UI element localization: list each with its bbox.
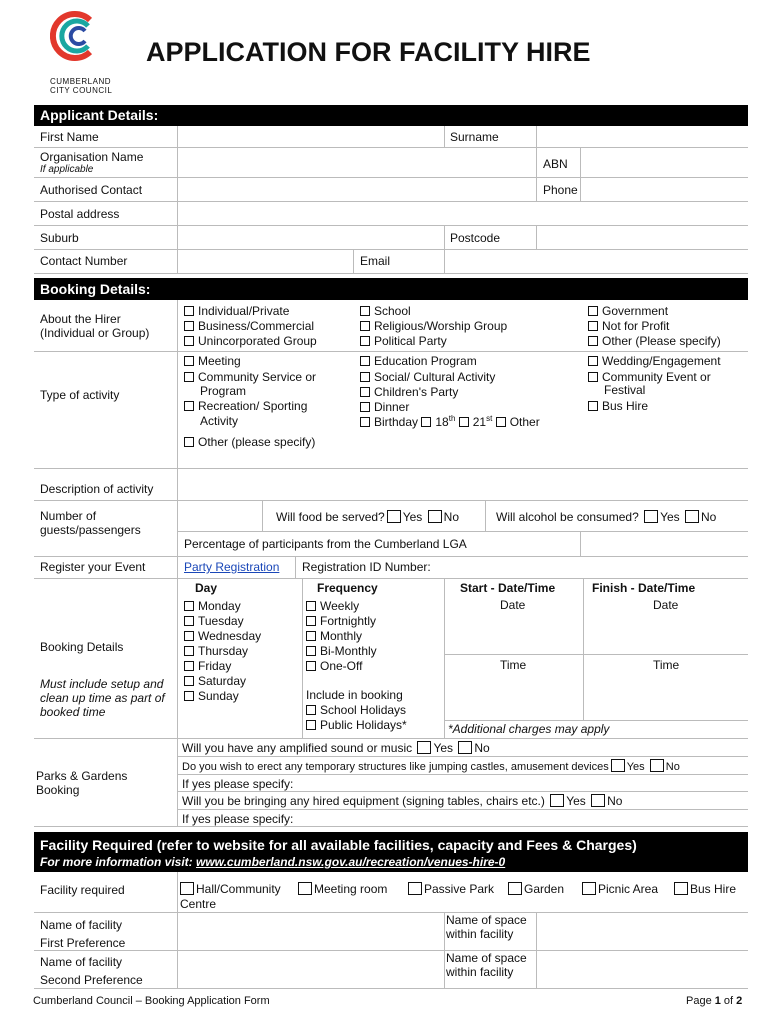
type-activity-label: Type of activity xyxy=(40,388,120,402)
checkbox-icon[interactable] xyxy=(588,336,598,346)
checkbox-icon[interactable] xyxy=(582,882,596,895)
about-hirer-sub: (Individual or Group) xyxy=(40,326,150,340)
checkbox-icon[interactable] xyxy=(306,616,316,626)
applicant-section-header: Applicant Details: xyxy=(34,105,748,126)
finish-time-field[interactable] xyxy=(584,672,747,719)
activity-bus[interactable]: Bus Hire xyxy=(588,399,648,413)
facility-header-title: Facility Required (refer to website for all available facilities, capacity and Fees & Charges) xyxy=(40,837,637,853)
start-date-label: Date xyxy=(500,598,526,612)
equipment-specify-field[interactable] xyxy=(310,810,747,825)
party-registration-link[interactable]: Party Registration xyxy=(184,560,280,574)
facility-header-info: For more information visit: www.cumberland.nsw.gov.au/recreation/venues-hire-0 xyxy=(40,855,506,869)
booking-section-header: Booking Details: xyxy=(34,278,748,300)
finish-time-label: Time xyxy=(653,658,680,672)
day-option[interactable]: Monday xyxy=(184,599,241,613)
checkbox-icon[interactable] xyxy=(184,616,194,626)
register-label: Register your Event xyxy=(40,560,146,574)
activity-dinner[interactable]: Dinner xyxy=(360,400,409,414)
day-header: Day xyxy=(195,581,218,595)
activity-program-cont: Program xyxy=(200,384,247,398)
checkbox-icon[interactable] xyxy=(588,356,598,366)
surname-field[interactable] xyxy=(537,127,747,147)
space-first-pref-field[interactable] xyxy=(537,913,747,949)
day-option[interactable]: Wednesday xyxy=(184,629,261,643)
space2-label-1: Name of space xyxy=(446,951,527,965)
checkbox-icon[interactable] xyxy=(306,646,316,656)
checkbox-icon[interactable] xyxy=(180,882,194,895)
checkbox-icon[interactable] xyxy=(360,306,370,316)
guests-label-2: guests/passengers xyxy=(40,523,141,537)
alcohol-question: Will alcohol be consumed? Yes No xyxy=(496,510,717,524)
checkbox-icon[interactable] xyxy=(184,306,194,316)
activity-festival-cont: Festival xyxy=(604,383,646,397)
checkbox-icon[interactable] xyxy=(459,417,469,427)
logo-mark-icon xyxy=(50,8,102,64)
org-name-note: If applicable xyxy=(40,164,94,175)
checkbox-icon[interactable] xyxy=(408,882,422,895)
hirer-option[interactable]: School xyxy=(360,304,411,318)
frequency-option[interactable]: Weekly xyxy=(306,599,359,613)
abn-label: ABN xyxy=(543,157,568,171)
food-yes-checkbox[interactable] xyxy=(387,510,401,523)
activity-birthday[interactable]: Birthday 18th 21st Other xyxy=(360,415,540,429)
day-option[interactable]: Tuesday xyxy=(184,614,244,628)
checkbox-icon[interactable] xyxy=(588,321,598,331)
facility-name2-label: Name of facility xyxy=(40,955,123,969)
contact-number-field[interactable] xyxy=(178,250,352,273)
facility-name1-label: Name of facility xyxy=(40,918,123,932)
activity-recreation[interactable]: Recreation/ Sporting xyxy=(184,399,307,413)
postcode-label: Postcode xyxy=(450,231,501,245)
equipment-question: Will you be bringing any hired equipment (signing tables, chairs etc.) Yes No xyxy=(182,794,623,808)
structures-specify-field[interactable] xyxy=(310,775,747,791)
checkbox-icon[interactable] xyxy=(674,882,688,895)
first-name-field[interactable] xyxy=(178,127,443,147)
footer-form-name: Cumberland Council – Booking Application Form xyxy=(33,995,270,1007)
activity-social[interactable]: Social/ Cultural Activity xyxy=(360,370,495,384)
first-name-label: First Name xyxy=(40,130,99,144)
booking-details-label: Booking Details xyxy=(40,640,124,654)
hirer-option[interactable]: Government xyxy=(588,304,668,318)
postal-field[interactable] xyxy=(178,202,747,225)
equipment-specify-label: If yes please specify: xyxy=(182,812,294,826)
email-field[interactable] xyxy=(445,250,747,273)
hirer-option[interactable]: Political Party xyxy=(360,334,447,348)
guests-label-1: Number of xyxy=(40,509,97,523)
checkbox-icon[interactable] xyxy=(588,401,598,411)
activity-meeting[interactable]: Meeting xyxy=(184,354,241,368)
structures-question: Do you wish to erect any temporary structures like jumping castles, amusement devices Yes No xyxy=(182,761,680,773)
activity-community[interactable]: Community Service or xyxy=(184,370,316,384)
checkbox-icon[interactable] xyxy=(184,321,194,331)
suburb-label: Suburb xyxy=(40,231,79,245)
alcohol-yes-checkbox[interactable] xyxy=(644,510,658,523)
checkbox-icon[interactable] xyxy=(306,705,316,715)
org-name-field[interactable] xyxy=(178,148,535,177)
auth-contact-label: Authorised Contact xyxy=(40,183,143,197)
about-hirer-label: About the Hirer xyxy=(40,312,121,326)
facility-option-bus[interactable]: Bus Hire xyxy=(672,882,736,896)
include-label: Include in booking xyxy=(306,688,403,702)
facility-second-pref-field[interactable] xyxy=(178,951,443,987)
auth-contact-field[interactable] xyxy=(178,178,535,201)
phone-label: Phone xyxy=(543,183,578,197)
checkbox-icon[interactable] xyxy=(184,646,194,656)
school-holidays-option[interactable]: School Holidays xyxy=(306,703,406,717)
day-option[interactable]: Sunday xyxy=(184,689,239,703)
must-include-note-1: Must include setup and xyxy=(40,677,164,691)
checkbox-icon[interactable] xyxy=(184,372,194,382)
checkbox-icon[interactable] xyxy=(360,417,370,427)
hirer-option[interactable]: Unincorporated Group xyxy=(184,334,317,348)
checkbox-icon[interactable] xyxy=(360,356,370,366)
structures-yes-checkbox[interactable] xyxy=(611,759,625,772)
checkbox-icon[interactable] xyxy=(184,601,194,611)
facility-first-pref-field[interactable] xyxy=(178,913,443,949)
space1-label-2: within facility xyxy=(446,927,514,941)
equipment-yes-checkbox[interactable] xyxy=(550,794,564,807)
percentage-field[interactable] xyxy=(490,532,578,555)
activity-wedding[interactable]: Wedding/Engagement xyxy=(588,354,721,368)
start-header: Start - Date/Time xyxy=(460,581,556,595)
food-no-checkbox[interactable] xyxy=(428,510,442,523)
equipment-no-checkbox[interactable] xyxy=(591,794,605,807)
frequency-option[interactable]: Fortnightly xyxy=(306,614,376,628)
structures-specify-label: If yes please specify: xyxy=(182,777,294,791)
checkbox-icon[interactable] xyxy=(360,387,370,397)
start-time-label: Time xyxy=(500,658,527,672)
day-option[interactable]: Friday xyxy=(184,659,231,673)
checkbox-icon[interactable] xyxy=(298,882,312,895)
food-question: Will food be served? Yes No xyxy=(276,510,459,524)
hirer-option[interactable]: Other (Please specify) xyxy=(588,334,721,348)
checkbox-icon[interactable] xyxy=(184,676,194,686)
checkbox-icon[interactable] xyxy=(184,691,194,701)
start-date-field[interactable] xyxy=(445,612,582,653)
amplified-no-checkbox[interactable] xyxy=(458,741,472,754)
suburb-field[interactable] xyxy=(178,226,443,249)
day-option[interactable]: Thursday xyxy=(184,644,248,658)
email-label: Email xyxy=(360,254,391,268)
hirer-option[interactable]: Business/Commercial xyxy=(184,319,314,333)
day-option[interactable]: Saturday xyxy=(184,674,246,688)
frequency-option[interactable]: Bi-Monthly xyxy=(306,644,377,658)
facility-section-header xyxy=(34,832,748,872)
checkbox-icon[interactable] xyxy=(360,336,370,346)
space-second-pref-field[interactable] xyxy=(537,951,747,987)
start-time-field[interactable] xyxy=(445,672,582,719)
checkbox-icon[interactable] xyxy=(184,437,194,447)
activity-other-field[interactable] xyxy=(178,450,747,468)
council-logo xyxy=(50,8,120,95)
checkbox-icon[interactable] xyxy=(588,372,598,382)
activity-education[interactable]: Education Program xyxy=(360,354,477,368)
finish-date-field[interactable] xyxy=(584,612,747,653)
checkbox-icon[interactable] xyxy=(421,417,431,427)
org-name-label: Organisation Name xyxy=(40,150,144,164)
second-preference-label: Second Preference xyxy=(40,973,143,987)
checkbox-icon[interactable] xyxy=(184,356,194,366)
logo-text-line2: CITY COUNCIL xyxy=(50,86,113,95)
checkbox-icon[interactable] xyxy=(496,417,506,427)
additional-charges-note: *Additional charges may apply xyxy=(448,722,610,736)
activity-community-event[interactable]: Community Event or xyxy=(588,370,711,384)
hirer-option[interactable]: Religious/Worship Group xyxy=(360,319,507,333)
logo-text-line1: CUMBERLAND xyxy=(50,77,112,86)
hirer-option[interactable]: Not for Profit xyxy=(588,319,669,333)
checkbox-icon[interactable] xyxy=(306,631,316,641)
page-title: APPLICATION FOR FACILITY HIRE xyxy=(146,37,591,67)
checkbox-icon[interactable] xyxy=(588,306,598,316)
parks-label-2: Booking xyxy=(36,783,80,797)
facility-option-hall[interactable]: Hall/Community xyxy=(180,882,281,896)
footer-page-number: Page 1 of 2 xyxy=(686,995,743,1007)
first-preference-label: First Preference xyxy=(40,936,126,950)
activity-other[interactable]: Other (please specify) xyxy=(184,435,315,449)
finish-date-label: Date xyxy=(653,598,679,612)
guests-field[interactable] xyxy=(178,501,262,531)
description-label: Description of activity xyxy=(40,482,154,496)
checkbox-icon[interactable] xyxy=(306,720,316,730)
amplified-question: Will you have any amplified sound or music Yes No xyxy=(182,741,490,755)
public-holidays-option[interactable]: Public Holidays* xyxy=(306,718,407,732)
registration-id-field[interactable] xyxy=(470,557,747,577)
facility-option-passive[interactable]: Passive Park xyxy=(406,882,494,896)
activity-children[interactable]: Children's Party xyxy=(360,385,458,399)
checkbox-icon[interactable] xyxy=(184,631,194,641)
finish-header: Finish - Date/Time xyxy=(592,581,696,595)
facility-option-garden[interactable]: Garden xyxy=(506,882,564,896)
checkbox-icon[interactable] xyxy=(306,661,316,671)
abn-field[interactable] xyxy=(581,148,747,177)
description-field[interactable] xyxy=(178,469,747,500)
frequency-header: Frequency xyxy=(317,581,378,595)
registration-id-label: Registration ID Number: xyxy=(302,560,431,574)
checkbox-icon[interactable] xyxy=(360,321,370,331)
phone-field[interactable] xyxy=(581,178,747,201)
surname-label: Surname xyxy=(450,130,499,144)
checkbox-icon[interactable] xyxy=(184,661,194,671)
facility-option-picnic[interactable]: Picnic Area xyxy=(580,882,658,896)
checkbox-icon[interactable] xyxy=(184,336,194,346)
checkbox-icon[interactable] xyxy=(360,372,370,382)
must-include-note-2: clean up time as part of xyxy=(40,691,165,705)
checkbox-icon[interactable] xyxy=(508,882,522,895)
structures-no-checkbox[interactable] xyxy=(650,759,664,772)
percentage-label: Percentage of participants from the Cumberland LGA xyxy=(184,537,467,551)
postcode-field[interactable] xyxy=(537,226,747,249)
parks-label-1: Parks & Gardens xyxy=(36,769,128,783)
frequency-option[interactable]: Monthly xyxy=(306,629,362,643)
frequency-option[interactable]: One-Off xyxy=(306,659,362,673)
hirer-option[interactable]: Individual/Private xyxy=(184,304,289,318)
checkbox-icon[interactable] xyxy=(184,401,194,411)
amplified-yes-checkbox[interactable] xyxy=(417,741,431,754)
space1-label-1: Name of space xyxy=(446,913,527,927)
facility-option-meeting[interactable]: Meeting room xyxy=(296,882,387,896)
postal-label: Postal address xyxy=(40,207,120,221)
space2-label-2: within facility xyxy=(446,965,514,979)
contact-number-label: Contact Number xyxy=(40,254,128,268)
venues-hire-link[interactable]: www.cumberland.nsw.gov.au/recreation/venues-hire-0 xyxy=(196,855,506,869)
facility-hall-cont: Centre xyxy=(180,897,217,911)
activity-activity-cont: Activity xyxy=(200,414,239,428)
checkbox-icon[interactable] xyxy=(306,601,316,611)
alcohol-no-checkbox[interactable] xyxy=(685,510,699,523)
facility-required-label: Facility required xyxy=(40,883,125,897)
checkbox-icon[interactable] xyxy=(360,402,370,412)
must-include-note-3: booked time xyxy=(40,705,106,719)
